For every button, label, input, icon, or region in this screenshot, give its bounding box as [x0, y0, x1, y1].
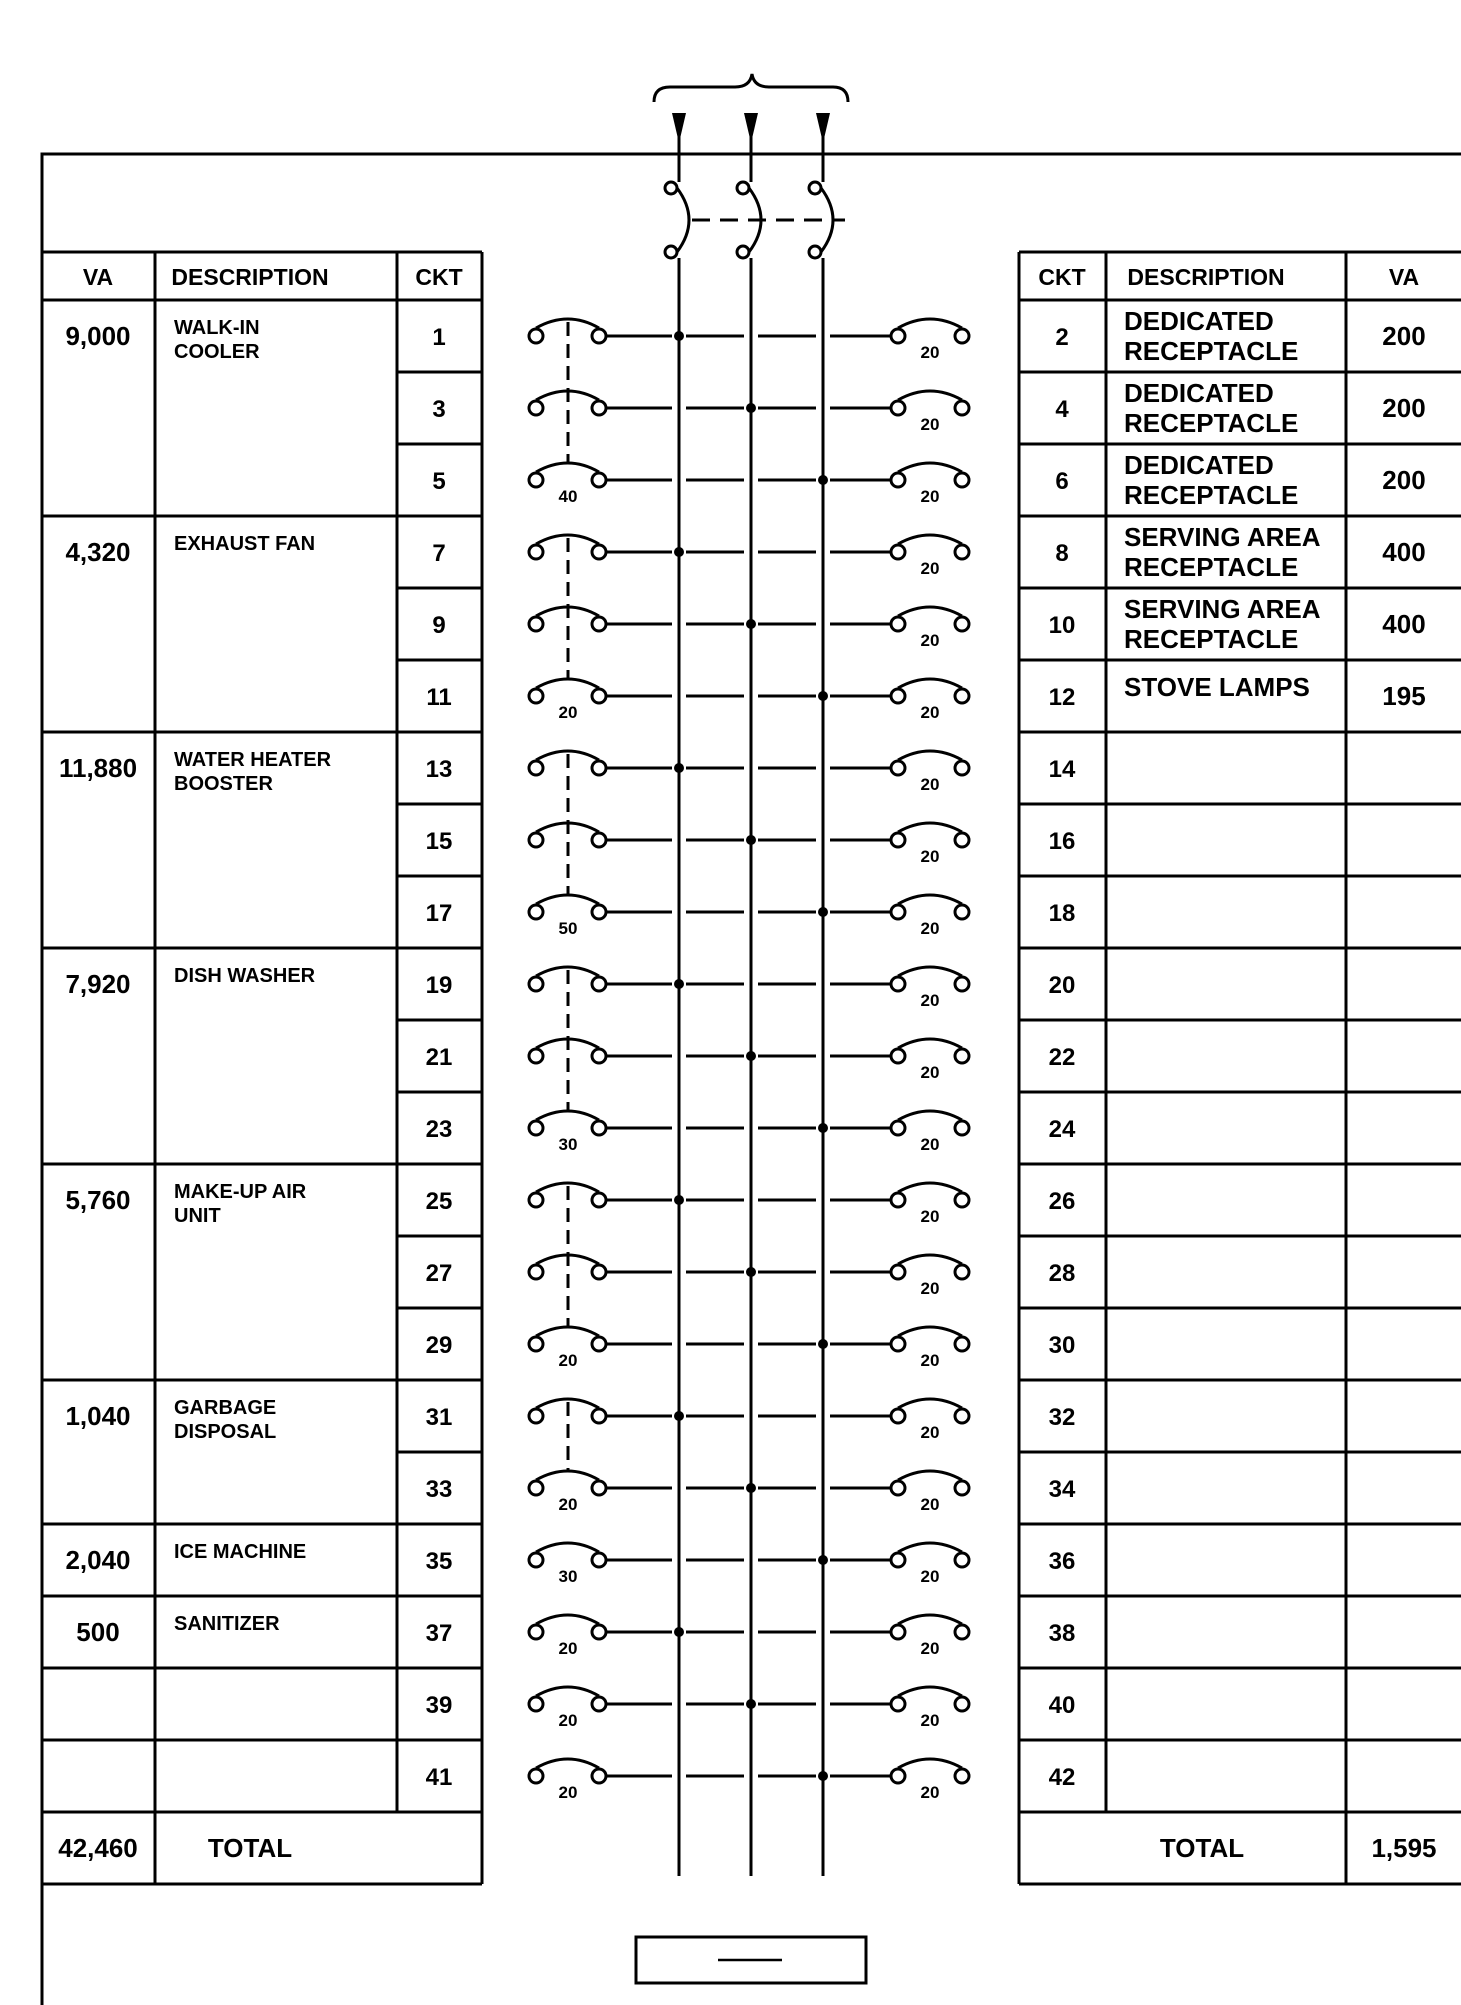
main-breaker-terminal	[737, 182, 749, 194]
breaker-terminal	[592, 1337, 606, 1351]
left-circuit-number: 1	[432, 324, 446, 351]
left-total-label: TOTAL	[207, 1833, 293, 1863]
right-load-description: RECEPTACLE	[1124, 336, 1299, 366]
right-circuit-number: 42	[1048, 1764, 1076, 1791]
breaker-terminal	[955, 1625, 969, 1639]
right-breaker-amps: 20	[920, 847, 940, 866]
left-circuit-number: 7	[432, 540, 446, 567]
left-circuit-number: 11	[426, 684, 452, 711]
left-breaker-amps: 20	[558, 1495, 578, 1514]
breaker-terminal	[891, 1265, 905, 1279]
breaker-terminal	[592, 1553, 606, 1567]
right-breaker-amps: 20	[920, 559, 940, 578]
breaker-terminal	[592, 1121, 606, 1135]
left-circuit-number: 15	[425, 828, 453, 855]
breaker-terminal	[592, 401, 606, 415]
left-load-description: SANITIZER	[174, 1613, 280, 1635]
breaker-terminal	[529, 1409, 543, 1423]
left-header-va: VA	[82, 264, 114, 290]
left-load-description: DISH WASHER	[174, 965, 316, 987]
breaker-arc	[536, 1687, 599, 1696]
bus-connection	[818, 1771, 828, 1781]
breaker-terminal	[529, 905, 543, 919]
breaker-arc	[898, 607, 962, 616]
breaker-arc	[898, 1111, 962, 1120]
breaker-terminal	[891, 401, 905, 415]
branch-breakers	[529, 319, 969, 1802]
breaker-terminal	[529, 617, 543, 631]
right-circuit-number: 14	[1048, 756, 1076, 783]
breaker-terminal	[955, 833, 969, 847]
breaker-terminal	[529, 1769, 543, 1783]
left-breaker-amps: 20	[558, 1351, 578, 1370]
breaker-terminal	[955, 1697, 969, 1711]
right-load-va: 400	[1382, 537, 1426, 567]
breaker-terminal	[592, 761, 606, 775]
breaker-terminal	[955, 1121, 969, 1135]
breaker-terminal	[529, 761, 543, 775]
breaker-terminal	[592, 1049, 606, 1063]
right-circuit-number: 28	[1048, 1260, 1076, 1287]
left-circuit-number: 41	[425, 1764, 453, 1791]
breaker-arc	[898, 1183, 962, 1192]
breaker-terminal	[891, 617, 905, 631]
breaker-terminal	[592, 1769, 606, 1783]
breaker-arc	[898, 1687, 962, 1696]
breaker-arc	[898, 1039, 962, 1048]
breaker-terminal	[529, 689, 543, 703]
right-circuit-number: 36	[1048, 1548, 1076, 1575]
breaker-terminal	[529, 1265, 543, 1279]
breaker-arc	[898, 391, 962, 400]
left-load-description: MAKE-UP AIR	[174, 1181, 307, 1203]
breaker-terminal	[529, 1553, 543, 1567]
left-breaker-amps: 20	[558, 1639, 578, 1658]
bus-connection	[746, 1483, 756, 1493]
breaker-terminal	[891, 1769, 905, 1783]
main-breaker-arc	[821, 188, 833, 252]
left-circuit-number: 31	[425, 1404, 453, 1431]
left-circuit-number: 17	[425, 900, 453, 927]
bus-connection	[746, 619, 756, 629]
breaker-terminal	[529, 1049, 543, 1063]
breaker-terminal	[529, 1337, 543, 1351]
left-header-description: DESCRIPTION	[171, 264, 329, 290]
left-circuit-number: 37	[425, 1620, 453, 1647]
bus-connection	[746, 1699, 756, 1709]
main-breaker-terminal	[809, 246, 821, 258]
breaker-arc	[898, 1399, 962, 1408]
main-breaker-terminal	[809, 182, 821, 194]
right-circuit-number: 12	[1048, 684, 1076, 711]
breaker-arc	[898, 463, 962, 472]
left-circuit-number: 23	[425, 1116, 453, 1143]
right-breaker-amps: 20	[920, 1567, 940, 1586]
bus-connection	[674, 1627, 684, 1637]
breaker-terminal	[592, 689, 606, 703]
right-load-description: RECEPTACLE	[1124, 408, 1299, 438]
right-header-description: DESCRIPTION	[1127, 264, 1285, 290]
breaker-arc	[898, 1615, 962, 1624]
breaker-terminal	[592, 905, 606, 919]
main-breaker-arc	[677, 188, 689, 252]
left-load-description: WALK-IN	[174, 317, 260, 339]
breaker-arc	[898, 1471, 962, 1480]
breaker-terminal	[592, 1625, 606, 1639]
left-breaker-amps: 30	[558, 1135, 578, 1154]
breaker-arc	[536, 1615, 599, 1624]
right-circuit-number: 18	[1048, 900, 1076, 927]
left-load-va: 11,880	[58, 753, 138, 783]
right-circuit-table	[1019, 252, 1461, 1884]
feed-brace	[654, 74, 848, 102]
right-load-description: RECEPTACLE	[1124, 624, 1299, 654]
breaker-terminal	[529, 401, 543, 415]
bus-connection	[818, 907, 828, 917]
right-breaker-amps: 20	[920, 1495, 940, 1514]
right-load-description: SERVING AREA	[1124, 522, 1321, 552]
breaker-terminal	[955, 689, 969, 703]
breaker-arc	[898, 895, 962, 904]
right-circuit-number: 30	[1048, 1332, 1076, 1359]
left-breaker-amps: 20	[558, 1711, 578, 1730]
breaker-terminal	[592, 617, 606, 631]
breaker-terminal	[891, 1049, 905, 1063]
breaker-terminal	[592, 473, 606, 487]
breaker-arc	[536, 1543, 599, 1552]
breaker-arc	[898, 1543, 962, 1552]
left-load-description: GARBAGE	[174, 1397, 277, 1419]
right-header-ckt: CKT	[1038, 264, 1086, 290]
breaker-terminal	[891, 1481, 905, 1495]
bus-connection	[674, 1411, 684, 1421]
left-circuit-number: 39	[425, 1692, 453, 1719]
left-load-description: DISPOSAL	[174, 1421, 277, 1443]
breaker-terminal	[955, 1409, 969, 1423]
right-circuit-number: 4	[1055, 396, 1069, 423]
breaker-terminal	[529, 833, 543, 847]
breaker-terminal	[592, 1265, 606, 1279]
breaker-arc	[536, 1111, 599, 1120]
breaker-arc	[898, 1759, 962, 1768]
right-load-va: 195	[1382, 681, 1426, 711]
right-breaker-amps: 20	[920, 1639, 940, 1658]
breaker-terminal	[529, 1481, 543, 1495]
right-breaker-amps: 20	[920, 1063, 940, 1082]
breaker-terminal	[955, 1193, 969, 1207]
breaker-arc	[536, 1327, 599, 1336]
breaker-terminal	[955, 1769, 969, 1783]
right-circuit-number: 26	[1048, 1188, 1076, 1215]
breaker-terminal	[891, 1409, 905, 1423]
breaker-arc	[898, 1327, 962, 1336]
right-load-description: RECEPTACLE	[1124, 480, 1299, 510]
bus-connection	[818, 1123, 828, 1133]
left-total-va: 42,460	[58, 1833, 138, 1863]
left-circuit-number: 19	[425, 972, 453, 999]
right-total-label: TOTAL	[1159, 1833, 1245, 1863]
breaker-terminal	[891, 545, 905, 559]
left-breaker-amps: 40	[558, 487, 578, 506]
bus-connection	[674, 1195, 684, 1205]
breaker-terminal	[955, 1481, 969, 1495]
breaker-arc	[898, 967, 962, 976]
breaker-arc	[898, 319, 962, 328]
left-load-va: 500	[76, 1617, 120, 1647]
main-breaker-terminal	[737, 246, 749, 258]
breaker-terminal	[529, 1193, 543, 1207]
right-breaker-amps: 20	[920, 1351, 940, 1370]
main-breaker-terminal	[665, 182, 677, 194]
breaker-arc	[536, 463, 599, 472]
left-load-description: WATER HEATER	[174, 749, 332, 771]
left-circuit-number: 9	[432, 612, 446, 639]
bus-connection	[818, 1339, 828, 1349]
left-circuit-table	[42, 252, 482, 1884]
right-load-description: RECEPTACLE	[1124, 552, 1299, 582]
breaker-terminal	[529, 473, 543, 487]
left-circuit-number: 29	[425, 1332, 453, 1359]
right-breaker-amps: 20	[920, 1135, 940, 1154]
breaker-terminal	[955, 329, 969, 343]
right-circuit-number: 24	[1048, 1116, 1076, 1143]
right-load-va: 200	[1382, 321, 1426, 351]
breaker-arc	[536, 1759, 599, 1768]
breaker-terminal	[592, 1697, 606, 1711]
breaker-terminal	[592, 833, 606, 847]
right-load-description: STOVE LAMPS	[1124, 672, 1310, 702]
left-circuit-number: 5	[432, 468, 446, 495]
right-breaker-amps: 20	[920, 775, 940, 794]
left-breaker-amps: 50	[558, 919, 578, 938]
breaker-terminal	[592, 977, 606, 991]
right-circuit-number: 22	[1048, 1044, 1076, 1071]
breaker-terminal	[955, 473, 969, 487]
breaker-arc	[536, 1471, 599, 1480]
left-breaker-amps: 20	[558, 703, 578, 722]
right-circuit-number: 16	[1048, 828, 1076, 855]
right-breaker-amps: 20	[920, 487, 940, 506]
left-load-va: 9,000	[65, 321, 131, 351]
left-load-va: 2,040	[65, 1545, 131, 1575]
breaker-arc	[536, 895, 599, 904]
left-breaker-amps: 20	[558, 1783, 578, 1802]
breaker-arc	[898, 679, 962, 688]
right-breaker-amps: 20	[920, 991, 940, 1010]
left-load-va: 5,760	[65, 1185, 131, 1215]
breaker-terminal	[955, 1265, 969, 1279]
breaker-terminal	[955, 1049, 969, 1063]
breaker-terminal	[955, 905, 969, 919]
right-breaker-amps: 20	[920, 1783, 940, 1802]
right-breaker-amps: 20	[920, 631, 940, 650]
right-breaker-amps: 20	[920, 1423, 940, 1442]
right-breaker-amps: 20	[920, 1207, 940, 1226]
left-circuit-number: 3	[432, 396, 446, 423]
main-breaker-terminal	[665, 246, 677, 258]
breaker-terminal	[891, 1553, 905, 1567]
right-circuit-number: 8	[1055, 540, 1069, 567]
breaker-arc	[536, 679, 599, 688]
right-breaker-amps: 20	[920, 415, 940, 434]
left-circuit-number: 13	[425, 756, 453, 783]
bus-connection	[818, 475, 828, 485]
breaker-terminal	[955, 617, 969, 631]
bus-connection	[746, 835, 756, 845]
right-circuit-number: 2	[1055, 324, 1069, 351]
right-load-description: DEDICATED	[1124, 378, 1274, 408]
right-circuit-number: 38	[1048, 1620, 1076, 1647]
right-load-description: DEDICATED	[1124, 306, 1274, 336]
breaker-terminal	[891, 1193, 905, 1207]
left-load-description: BOOSTER	[174, 773, 273, 795]
bus-connection	[674, 763, 684, 773]
breaker-terminal	[955, 401, 969, 415]
breaker-terminal	[891, 1625, 905, 1639]
right-header-va: VA	[1388, 264, 1420, 290]
breaker-terminal	[891, 329, 905, 343]
right-load-va: 200	[1382, 393, 1426, 423]
breaker-terminal	[955, 977, 969, 991]
main-breaker	[665, 113, 845, 258]
breaker-terminal	[529, 1121, 543, 1135]
breaker-terminal	[529, 1625, 543, 1639]
breaker-terminal	[529, 545, 543, 559]
left-circuit-number: 27	[425, 1260, 453, 1287]
right-circuit-number: 20	[1048, 972, 1076, 999]
bus-connection	[818, 1555, 828, 1565]
left-circuit-number: 25	[425, 1188, 453, 1215]
right-load-va: 400	[1382, 609, 1426, 639]
right-breaker-amps: 20	[920, 919, 940, 938]
breaker-terminal	[529, 1697, 543, 1711]
breaker-terminal	[891, 761, 905, 775]
right-load-va: 200	[1382, 465, 1426, 495]
left-load-va: 4,320	[65, 537, 131, 567]
right-circuit-number: 34	[1048, 1476, 1076, 1503]
left-breaker-amps: 30	[558, 1567, 578, 1586]
right-circuit-number: 6	[1055, 468, 1069, 495]
breaker-terminal	[891, 689, 905, 703]
breaker-terminal	[592, 1193, 606, 1207]
right-load-description: DEDICATED	[1124, 450, 1274, 480]
bus-connection	[674, 331, 684, 341]
breaker-arc	[898, 535, 962, 544]
breaker-arc	[898, 1255, 962, 1264]
left-load-description: COOLER	[174, 341, 260, 363]
bus-connection	[746, 403, 756, 413]
left-load-description: UNIT	[174, 1205, 221, 1227]
left-load-description: ICE MACHINE	[174, 1541, 307, 1563]
left-load-description: EXHAUST FAN	[174, 533, 316, 555]
bus-connection	[674, 979, 684, 989]
bus-connection	[746, 1051, 756, 1061]
right-breaker-amps: 20	[920, 1279, 940, 1298]
breaker-terminal	[891, 833, 905, 847]
breaker-terminal	[891, 977, 905, 991]
right-total-va: 1,595	[1371, 1833, 1437, 1863]
breaker-terminal	[955, 545, 969, 559]
left-load-va: 1,040	[65, 1401, 131, 1431]
right-breaker-amps: 20	[920, 703, 940, 722]
left-circuit-number: 35	[425, 1548, 453, 1575]
breaker-terminal	[592, 545, 606, 559]
breaker-terminal	[592, 1409, 606, 1423]
left-header-ckt: CKT	[415, 264, 463, 290]
right-circuit-number: 40	[1048, 1692, 1076, 1719]
breaker-terminal	[529, 329, 543, 343]
breaker-terminal	[955, 761, 969, 775]
bus-connection	[818, 691, 828, 701]
breaker-arc	[898, 823, 962, 832]
breaker-terminal	[891, 1697, 905, 1711]
breaker-terminal	[891, 1121, 905, 1135]
bus-connection	[674, 547, 684, 557]
breaker-terminal	[891, 1337, 905, 1351]
breaker-arc	[898, 751, 962, 760]
breaker-terminal	[955, 1553, 969, 1567]
right-load-description: SERVING AREA	[1124, 594, 1321, 624]
breaker-terminal	[592, 329, 606, 343]
right-breaker-amps: 20	[920, 1711, 940, 1730]
breaker-terminal	[592, 1481, 606, 1495]
breaker-terminal	[891, 473, 905, 487]
right-breaker-amps: 20	[920, 343, 940, 362]
left-circuit-number: 33	[425, 1476, 453, 1503]
right-circuit-number: 32	[1048, 1404, 1076, 1431]
breaker-terminal	[529, 977, 543, 991]
right-circuit-number: 10	[1048, 612, 1076, 639]
bus-connection	[746, 1267, 756, 1277]
breaker-terminal	[955, 1337, 969, 1351]
breaker-terminal	[891, 905, 905, 919]
left-load-va: 7,920	[65, 969, 131, 999]
left-circuit-number: 21	[425, 1044, 453, 1071]
